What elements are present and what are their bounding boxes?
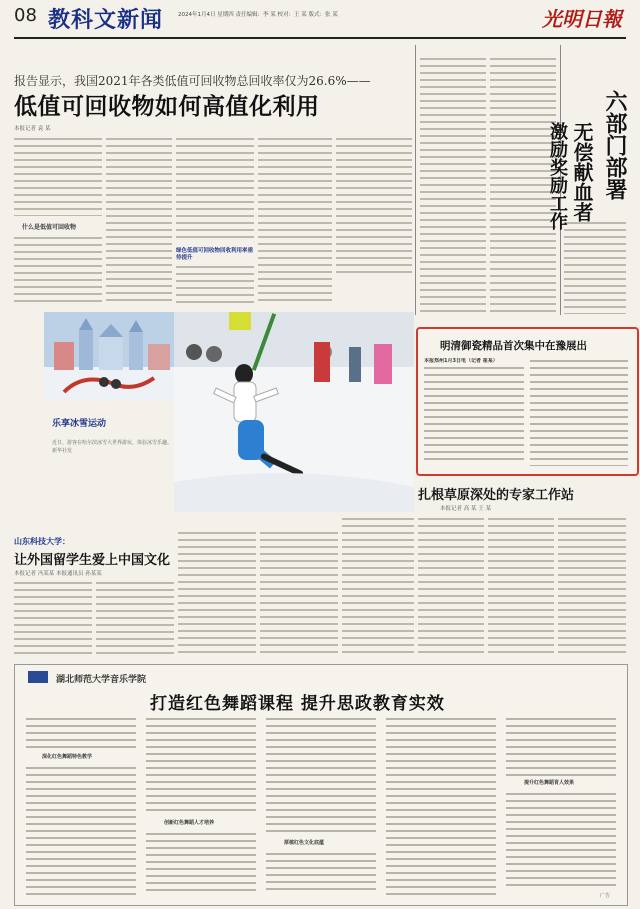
university-emblem-icon bbox=[28, 671, 48, 683]
bottom-text-col5 bbox=[506, 716, 616, 900]
bottom-sub-4: 提升红色舞蹈育人效果 bbox=[524, 780, 575, 786]
bottom-kicker: 湖北师范大学音乐学院 bbox=[56, 675, 147, 685]
side-headline-col3: 激励奖励工作 bbox=[547, 122, 568, 230]
ad-tag: 广告 bbox=[600, 893, 611, 899]
lead-text-col4 bbox=[258, 136, 332, 306]
lead-subhead-1: 什么是低值可回收物 bbox=[22, 224, 77, 231]
header-rule bbox=[14, 37, 626, 39]
student-text-col1 bbox=[14, 580, 92, 658]
lead-text-col1 bbox=[14, 136, 102, 306]
red-box-headline: 明清御瓷精品首次集中在豫展出 bbox=[440, 340, 587, 352]
red-box-text-col1 bbox=[424, 358, 524, 466]
side-text-col3 bbox=[564, 220, 626, 314]
date-line: 2024年1月4日 星期四 责任编辑：李 某 校对：王 某 版式：张 某 bbox=[178, 12, 338, 18]
student-kicker: 山东科技大学： bbox=[14, 537, 70, 546]
photo-sign-title: 乐享冰雪运动 bbox=[52, 419, 107, 429]
bottom-text-col3 bbox=[266, 716, 376, 900]
lead-headline: 低值可回收物如何高值化利用 bbox=[14, 93, 320, 120]
expert-text-col2 bbox=[488, 516, 554, 658]
student-byline: 本报记者 冯某某 本报通讯员 孙某某 bbox=[14, 571, 102, 577]
bottom-sub-2: 创新红色舞蹈人才培养 bbox=[164, 820, 215, 826]
red-box-lead: 本报郑州1月3日电（记者 崔某） bbox=[424, 358, 498, 364]
section-title: 教科文新闻 bbox=[48, 7, 164, 33]
bottom-headline: 打造红色舞蹈课程 提升思政教育实效 bbox=[150, 694, 445, 714]
expert-headline: 扎根草原深处的专家工作站 bbox=[418, 488, 575, 503]
page-number: 08 bbox=[14, 5, 37, 26]
side-text-col1 bbox=[420, 56, 486, 314]
expert-text-col3 bbox=[558, 516, 626, 658]
bottom-sub-1: 深化红色舞蹈特色教学 bbox=[42, 754, 93, 760]
red-box-text-col2 bbox=[530, 358, 628, 466]
newspaper-logo: 光明日報 bbox=[542, 7, 622, 31]
column-divider bbox=[415, 45, 416, 315]
lead-text-col2 bbox=[106, 136, 172, 306]
snowboarder-photo bbox=[174, 312, 414, 512]
student-text-col4 bbox=[260, 530, 338, 658]
expert-byline: 本报记者 高 某 王 某 bbox=[440, 506, 491, 512]
bottom-sub-3: 厚植红色文化底蕴 bbox=[284, 840, 325, 846]
ice-castle-photo bbox=[44, 312, 176, 400]
lead-kicker: 报告显示，我国2021年各类低值可回收物总回收率仅为26.6%—— bbox=[14, 74, 371, 88]
student-text-col3 bbox=[178, 530, 256, 658]
bottom-text-col2 bbox=[146, 716, 256, 900]
photo-caption-area bbox=[44, 402, 176, 512]
student-text-col2 bbox=[96, 580, 174, 658]
lead-text-col3 bbox=[176, 136, 254, 306]
side-headline-col2: 无偿献血者 bbox=[570, 122, 594, 222]
lead-byline: 本报记者 袁 某 bbox=[14, 126, 51, 132]
lead-subhead-2: 绿色低值可回收物回收利用率亟待提升 bbox=[176, 248, 254, 261]
bottom-text-col1 bbox=[26, 716, 136, 900]
student-headline: 让外国留学生爱上中国文化 bbox=[14, 553, 171, 568]
side-headline-col1: 六部门部署 bbox=[602, 90, 628, 200]
expert-text-col1 bbox=[418, 516, 484, 658]
photo-caption: 近日，游客在哈尔滨冰雪大世界游玩，体验冰雪乐趣。新华社发 bbox=[52, 440, 172, 454]
middle-text-col bbox=[342, 516, 414, 658]
lead-text-col5 bbox=[336, 136, 412, 276]
bottom-text-col4 bbox=[386, 716, 496, 900]
